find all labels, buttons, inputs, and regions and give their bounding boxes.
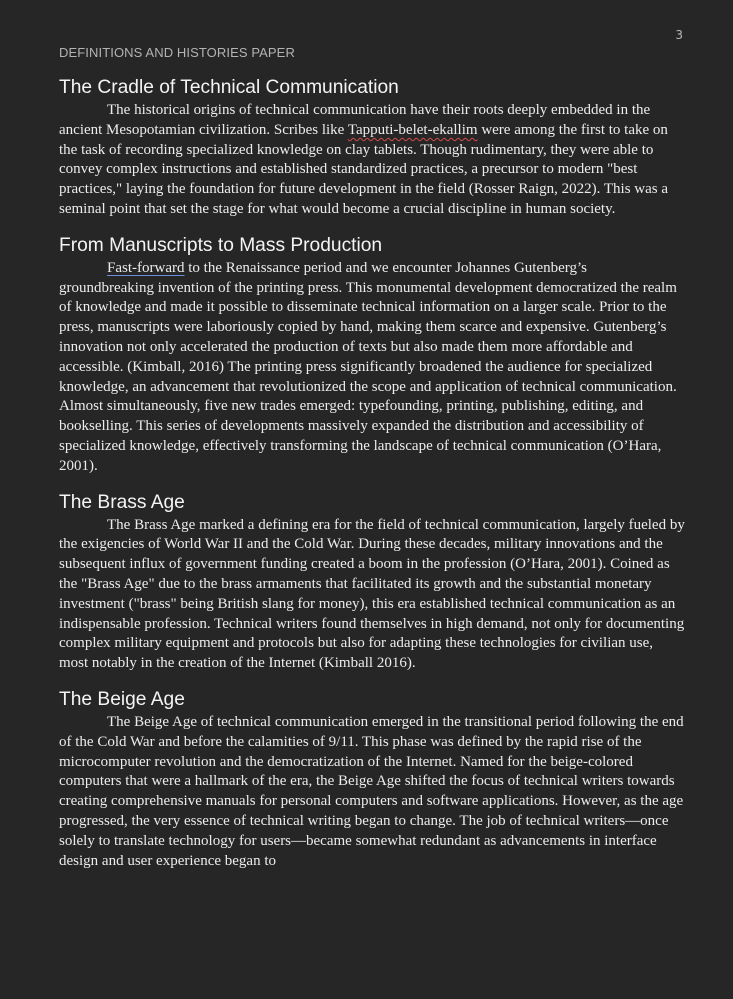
section-paragraph[interactable] xyxy=(59,101,685,220)
section-brass-age xyxy=(59,490,685,674)
grammar-flagged-word[interactable]: Fast-forward xyxy=(107,259,185,276)
running-head: DEFINITIONS AND HISTORIES PAPER xyxy=(59,45,295,60)
section-manuscripts xyxy=(59,233,685,477)
section-paragraph[interactable]: The Brass Age marked a defining era for the field of technical communication, largely fueled by the exigencies of World War II and the Cold War. During these decades, military innovations and the subsequent influx of government funding created a boom in the profession (O’Hara, 2001). Coined as the "Brass Age" due to the brass armaments that facilitated its growth and the substantial monetary investment ("brass" being British slang for money), this era established technical communication as an indispensable profession. Technical writers found themselves in high demand, not only for documenting complex military equipment and protocols but also for adapting these technologies for civilian use, most notably in the creation of the Internet (Kimball 2016). xyxy=(59,516,685,672)
section-cradle xyxy=(59,75,685,220)
page-number: 3 xyxy=(675,28,683,42)
paragraph-text: were among the first to take on the task of recording specialized knowledge on clay tablets. Though rudimentary, they were able to convey complex instructions and established standardized practices, a precursor to modern "best practices," laying the foundation for future development in the field (Rosser Raign, 2022). This was a seminal point that set the stage for what would become a crucial discipline in human society. xyxy=(59,121,669,217)
section-heading: The Cradle of Technical Communication xyxy=(59,77,399,98)
paragraph-text: The historical origins of technical communication have their roots deeply embedded in the ancient Mesopotamian civilization. Scribes like xyxy=(59,102,651,138)
section-heading: The Beige Age xyxy=(59,688,185,710)
section-paragraph[interactable] xyxy=(59,259,685,477)
section-paragraph[interactable]: The Beige Age of technical communication emerged in the transitional period following the end of the Cold War and before the calamities of 9/11. This phase was defined by the rapid rise of the microcomputer revolution and the democratization of the Internet. Named for the beige-colored computers that were a hallmark of the era, the Beige Age shifted the focus of technical writers towards creating comprehensive manuals for personal computers and software applications. However, as the age progressed, the very essence of technical writing began to change. The job of technical writers—once solely to translate technology for users—became somewhat redundant as advancements in interface design and user experience began to xyxy=(59,713,684,869)
document-body[interactable] xyxy=(59,75,685,884)
spelling-flagged-word[interactable]: Tapputi-belet-ekallim xyxy=(347,121,478,138)
paragraph-text: to the Renaissance period and we encounter Johannes Gutenberg’s groundbreaking invention of the printing press. This monumental development democratized the realm of knowledge and made it possible to disseminate technical information on a larger scale. Prior to the press, manuscripts were laboriously copied by hand, making them scarce and expensive. Gutenberg’s innovation not only accelerated the production of texts but also made them more affordable and accessible. (Kimball, 2016) The printing press significantly broadened the audience for specialized knowledge, an advancement that revolutionized the scope and application of technical communication. Almost simultaneously, five new trades emerged: typefounding, printing, publishing, editing, and bookselling. This series of developments massively expanded the distribution and accessibility of specialized knowledge, effectively transforming the landscape of technical communication (O’Hara, 2001). xyxy=(59,259,677,474)
section-heading: From Manuscripts to Mass Production xyxy=(59,234,383,256)
section-heading: The Brass Age xyxy=(59,491,185,513)
section-beige-age xyxy=(59,687,685,871)
